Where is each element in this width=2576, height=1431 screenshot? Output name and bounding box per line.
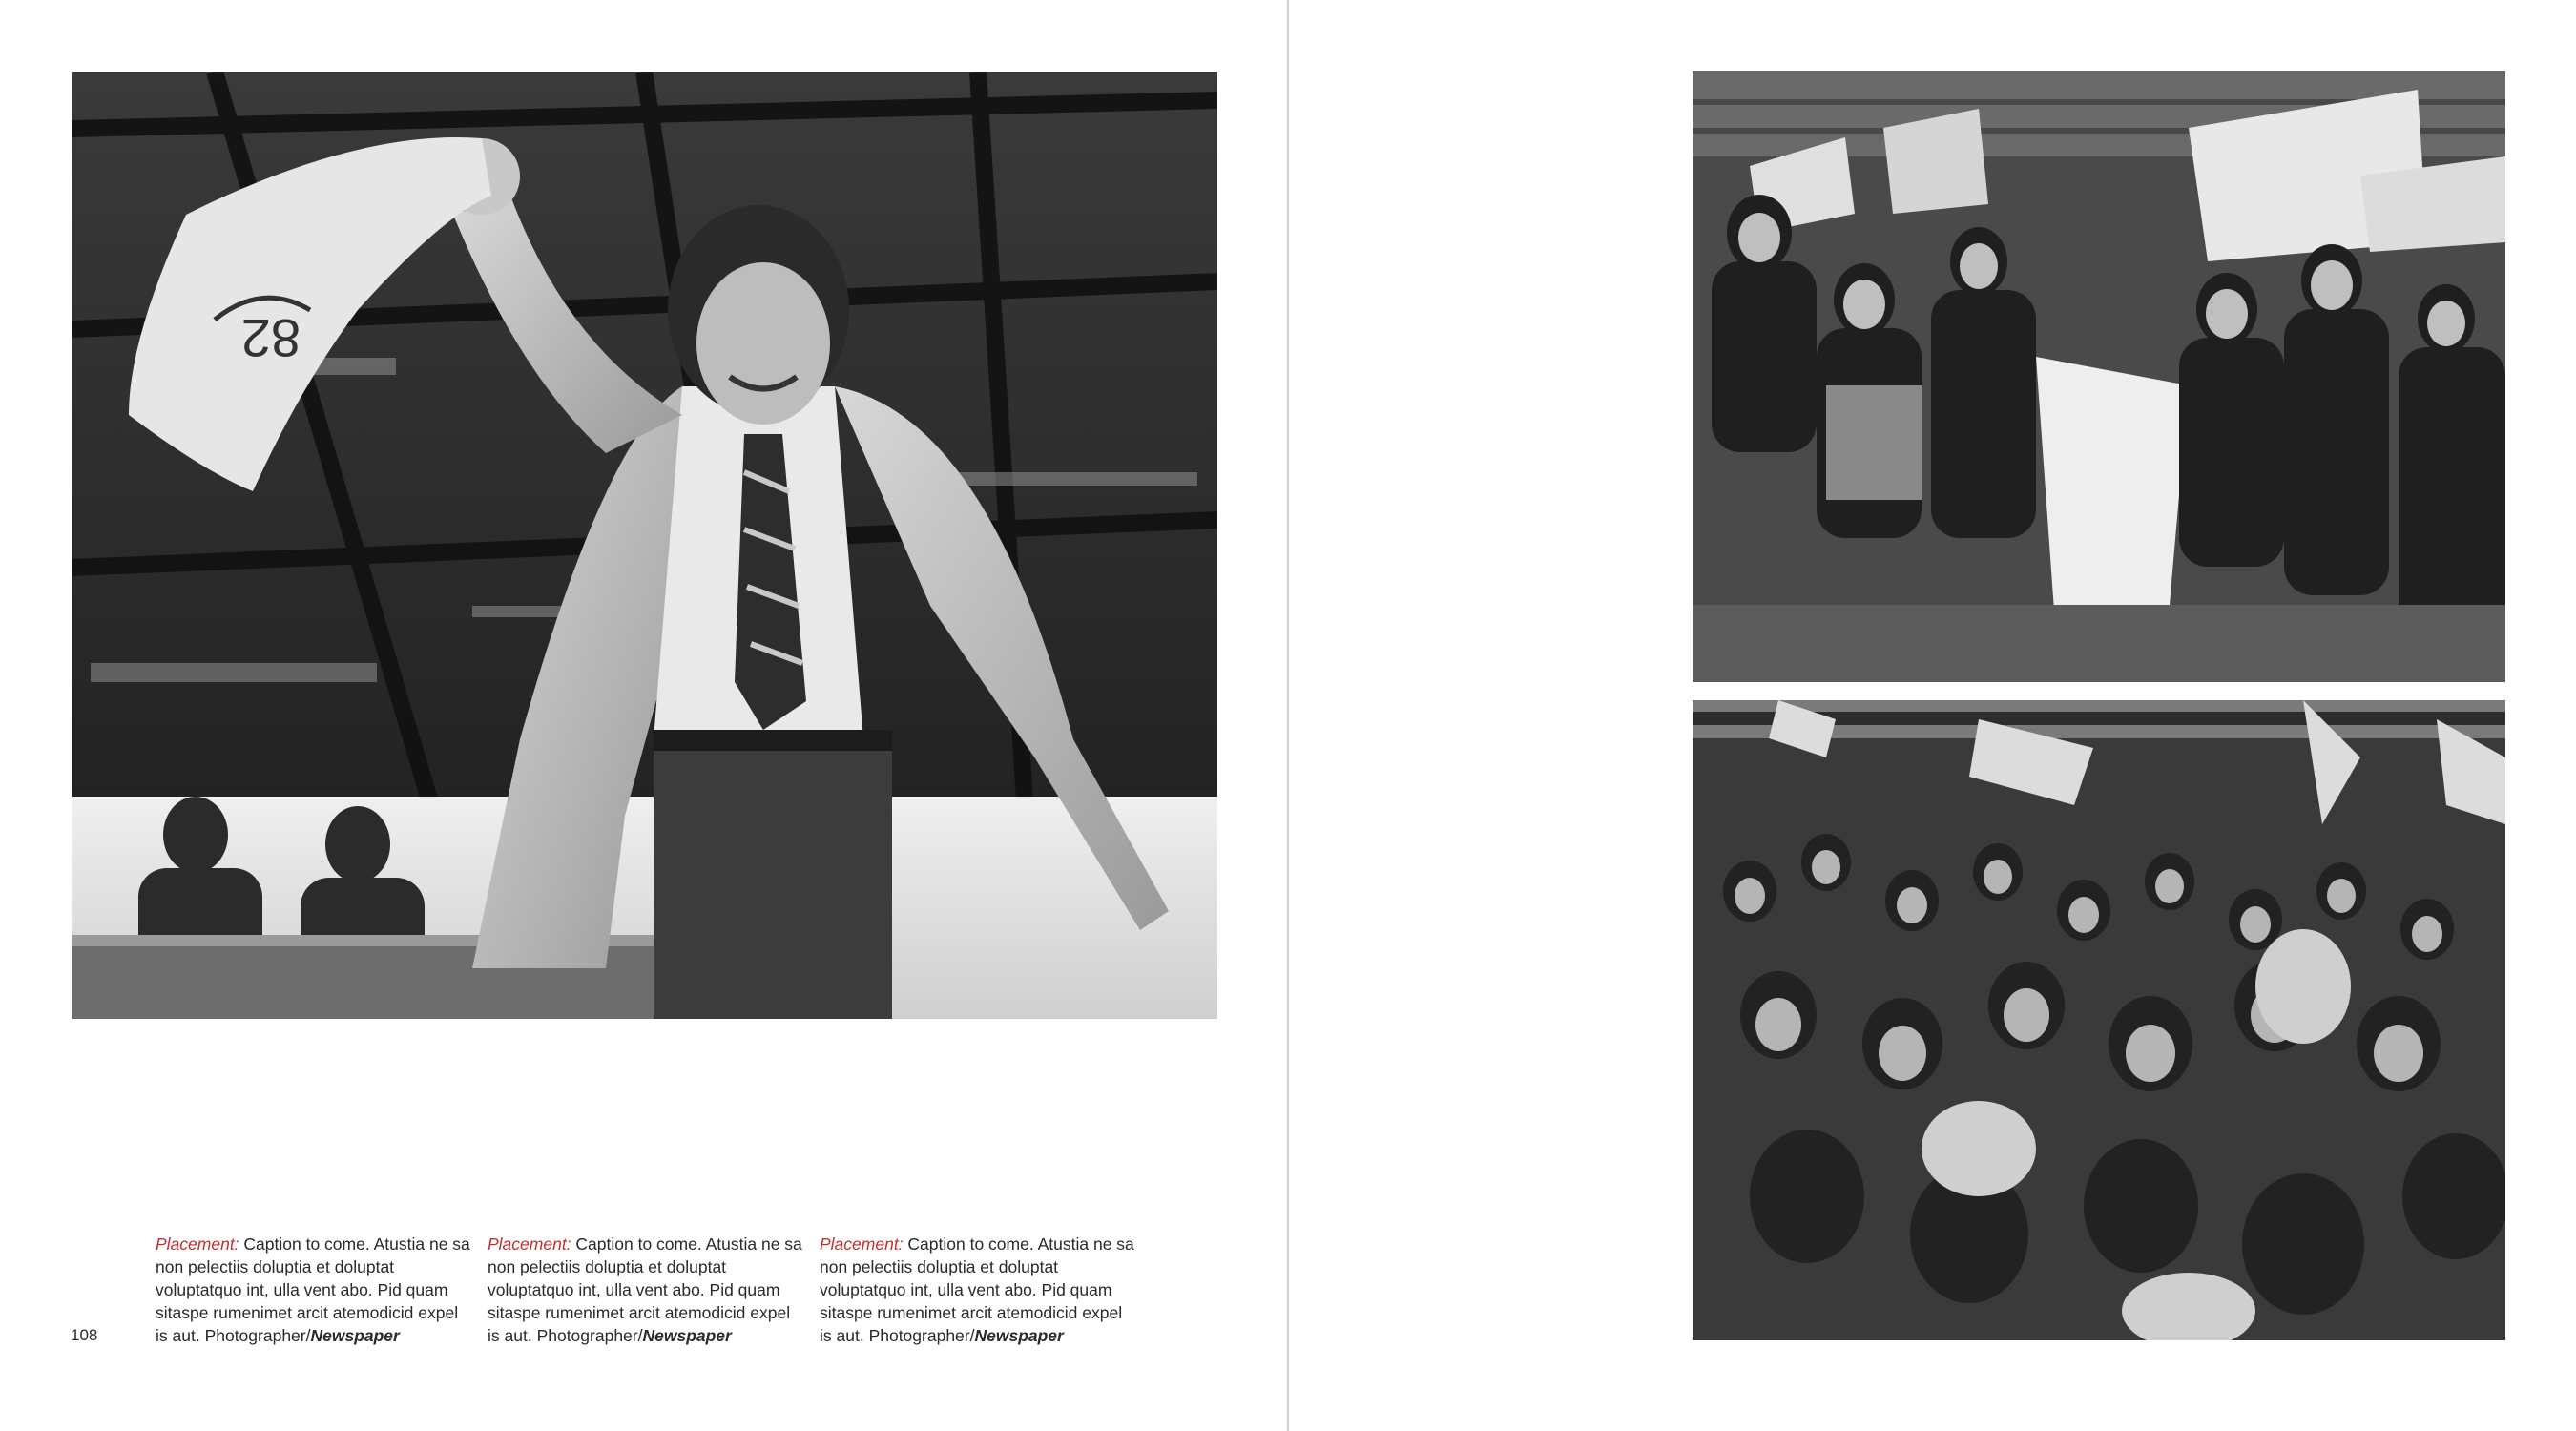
caption-3 — [820, 1233, 1134, 1347]
caption-credit: Photographer/ — [868, 1326, 975, 1345]
photo-man-waving-towel — [72, 72, 1217, 1019]
svg-text:82: 82 — [240, 308, 301, 368]
caption-lead: Placement: — [820, 1234, 904, 1254]
caption-publication: Newspaper — [642, 1326, 732, 1345]
caption-body: Caption to come. Atustia ne sa non pelectiis doluptia et doluptat voluptatquo int, ulla vent abo. Pid quam sitaspe rumenimet arcit atemodicid expel is aut. — [156, 1234, 470, 1345]
caption-credit: Photographer/ — [536, 1326, 643, 1345]
caption-1 — [156, 1233, 470, 1347]
caption-credit: Photographer/ — [204, 1326, 311, 1345]
caption-publication: Newspaper — [974, 1326, 1064, 1345]
caption-lead: Placement: — [488, 1234, 571, 1254]
caption-publication: Newspaper — [310, 1326, 400, 1345]
caption-lead: Placement: — [156, 1234, 239, 1254]
right-page — [1289, 0, 2576, 1431]
photo-airport-crowd — [1693, 700, 2505, 1340]
left-page — [0, 0, 1287, 1431]
caption-body: Caption to come. Atustia ne sa non pelectiis doluptia et doluptat voluptatquo int, ulla vent abo. Pid quam sitaspe rumenimet arcit atemodicid expel is aut. — [488, 1234, 802, 1345]
page-number: 108 — [71, 1326, 98, 1344]
caption-body: Caption to come. Atustia ne sa non pelectiis doluptia et doluptat voluptatquo int, ulla vent abo. Pid quam sitaspe rumenimet arcit atemodicid expel is aut. — [820, 1234, 1134, 1345]
photo-cheering-fans — [1693, 71, 2505, 682]
caption-2 — [488, 1233, 802, 1347]
